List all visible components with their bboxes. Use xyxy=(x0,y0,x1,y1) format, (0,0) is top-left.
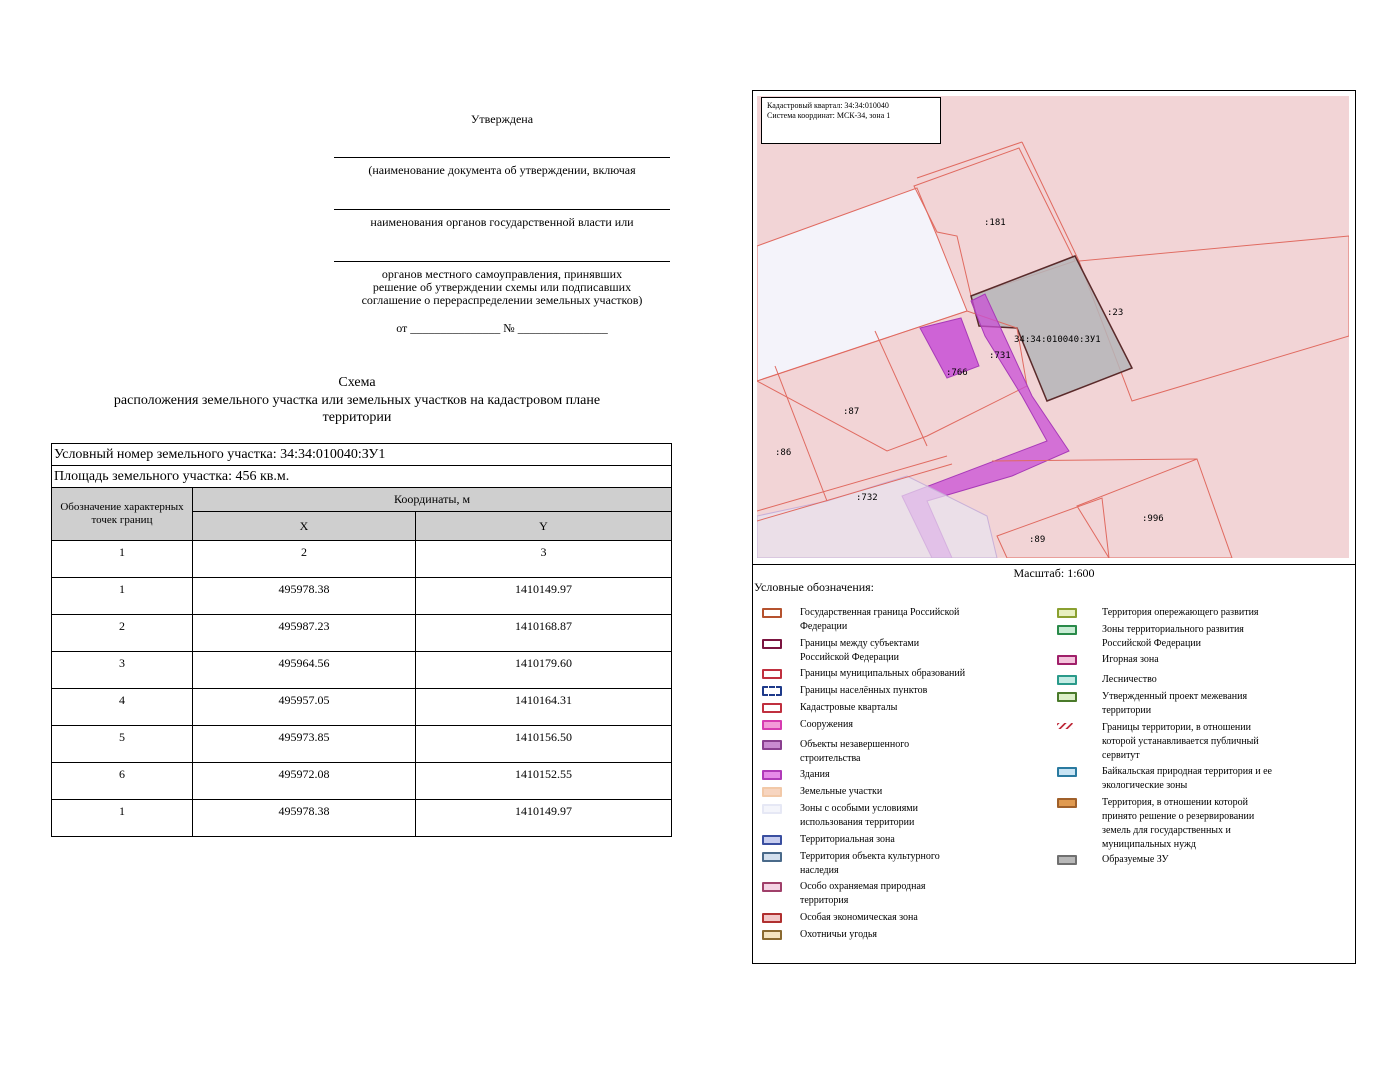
map-label-766: :766 xyxy=(946,368,968,378)
coordinate-system-label: Система координат: МСК-34, зона 1 xyxy=(767,111,891,120)
legend-item-label: Границы между субъектами Российской Федерации xyxy=(800,638,920,663)
point-cell: 5 xyxy=(52,726,193,763)
legend-swatch-icon xyxy=(762,740,782,750)
approval-caption-5: соглашение о перераспределении земельных участков) xyxy=(361,293,643,307)
points-column-header: Обозначение характерных точек границ xyxy=(52,488,193,541)
schema-subtitle-2: территории xyxy=(322,410,392,425)
legend-item-label: Образуемые ЗУ xyxy=(1102,854,1169,865)
legend-item-label: Земельные участки xyxy=(800,786,883,797)
table-index-row xyxy=(52,541,672,578)
approval-blank-line-2 xyxy=(334,209,670,210)
legend-item-label: Кадастровые кварталы xyxy=(800,702,898,713)
legend-swatch-icon xyxy=(762,608,782,618)
coordinates-column-header: Координаты, м xyxy=(193,488,672,512)
map-scale: Масштаб: 1:600 xyxy=(1013,566,1095,580)
legend-item-label: Территория опережающего развития xyxy=(1102,607,1259,618)
point-cell: 1 xyxy=(52,578,193,615)
legend-swatch-icon xyxy=(1057,692,1077,702)
cadastral-map-svg xyxy=(757,96,1349,558)
approval-date-number-line: от _______________ № _______________ xyxy=(396,321,608,335)
legend-item-label: Территория объекта культурного наследия xyxy=(800,851,940,876)
map-label-181: :181 xyxy=(984,218,1006,228)
legend-item-label: Зоны территориального развития Российской Федерации xyxy=(1102,624,1244,649)
parcel-number: Условный номер земельного участка: 34:34:010040:ЗУ1 xyxy=(52,444,672,466)
legend-item-label: Сооружения xyxy=(800,719,853,730)
legend-swatch-icon xyxy=(762,669,782,679)
map-label-996: :996 xyxy=(1142,514,1164,524)
legend-swatch-icon xyxy=(762,882,782,892)
legend-swatch-icon xyxy=(762,913,782,923)
legend-item-label: Утвержденный проект межевания территории xyxy=(1102,691,1248,716)
approval-blank-line-1 xyxy=(334,157,670,158)
y-cell: 1410179.60 xyxy=(416,652,672,689)
y-cell: 1410149.97 xyxy=(416,578,672,615)
legend-swatch-icon xyxy=(762,770,782,780)
legend-swatch-icon xyxy=(762,703,782,713)
legend-item-label: Здания xyxy=(800,769,830,780)
cadastral-quarter-label: Кадастровый квартал: 34:34:010040 xyxy=(767,101,889,110)
legend-item-label: Лесничество xyxy=(1102,674,1157,685)
legend-swatch-icon xyxy=(1057,723,1073,729)
y-cell: 1410168.87 xyxy=(416,615,672,652)
table-row xyxy=(52,615,672,652)
legend-swatch-icon xyxy=(762,930,782,940)
map-label-87: :87 xyxy=(843,407,860,417)
schema-subtitle: расположения земельного участка или земельных участков на кадастровом плане xyxy=(113,393,601,408)
approval-caption-2: наименования органов государственной власти или xyxy=(370,215,634,229)
table-row xyxy=(52,726,672,763)
legend-item-label: Охотничьи угодья xyxy=(800,929,878,940)
table-cell: 3 xyxy=(416,541,672,578)
x-cell: 495978.38 xyxy=(193,578,416,615)
legend-item-label: Зоны с особыми условиями использования территории xyxy=(800,803,918,828)
legend-item-label: Игорная зона xyxy=(1102,654,1159,665)
legend-swatch-icon xyxy=(762,686,782,696)
map-label-86: :86 xyxy=(775,448,792,458)
legend-swatch-icon xyxy=(762,804,782,814)
table-row xyxy=(52,578,672,615)
x-cell: 495957.05 xyxy=(193,689,416,726)
legend-swatch-icon xyxy=(1057,608,1077,618)
legend-swatch-icon xyxy=(1057,767,1077,777)
cadastral-map xyxy=(757,96,1349,558)
x-cell: 495973.85 xyxy=(193,726,416,763)
legend-item-label: Границы муниципальных образований xyxy=(800,668,966,679)
point-cell: 2 xyxy=(52,615,193,652)
legend-swatch-icon xyxy=(762,639,782,649)
approval-caption-4: решение об утверждении схемы или подписавших xyxy=(372,280,632,294)
y-cell: 1410152.55 xyxy=(416,763,672,800)
table-row xyxy=(52,652,672,689)
legend-swatch-icon xyxy=(762,787,782,797)
approval-caption-3: органов местного самоуправления, принявших xyxy=(381,267,623,281)
legend-swatch-icon xyxy=(1057,675,1077,685)
legend-item-label: Особо охраняемая природная территория xyxy=(800,881,926,906)
parcel-area: Площадь земельного участка: 456 кв.м. xyxy=(52,466,672,488)
legend-item-label: Байкальская природная территория и ее экологические зоны xyxy=(1102,766,1272,791)
point-cell: 1 xyxy=(52,800,193,837)
point-cell: 4 xyxy=(52,689,193,726)
map-label-731: :731 xyxy=(989,351,1011,361)
y-cell: 1410149.97 xyxy=(416,800,672,837)
legend-swatch-icon xyxy=(1057,625,1077,635)
map-legend-divider xyxy=(752,564,1356,565)
point-cell: 6 xyxy=(52,763,193,800)
x-column-header: X xyxy=(193,512,416,541)
legend-item-label: Границы территории, в отношении которой устанавливается публичный сервитут xyxy=(1102,722,1259,761)
approval-title: Утверждена xyxy=(470,112,534,126)
y-cell: 1410156.50 xyxy=(416,726,672,763)
map-label-732: :732 xyxy=(856,493,878,503)
map-info-box xyxy=(761,97,941,144)
x-cell: 495964.56 xyxy=(193,652,416,689)
legend-swatch-icon xyxy=(1057,855,1077,865)
legend-swatch-icon xyxy=(762,720,782,730)
table-row xyxy=(52,800,672,837)
map-label-23: :23 xyxy=(1107,308,1124,318)
x-cell: 495972.08 xyxy=(193,763,416,800)
legend-swatch-icon xyxy=(762,852,782,862)
approval-blank-line-3 xyxy=(334,261,670,262)
table-cell: 2 xyxy=(193,541,416,578)
y-column-header: Y xyxy=(416,512,672,541)
legend-item-label: Государственная граница Российской Федерации xyxy=(800,607,960,632)
table-cell: 1 xyxy=(52,541,193,578)
legend-item-label: Объекты незавершенного строительства xyxy=(800,739,910,764)
schema-title: Схема xyxy=(338,375,376,390)
x-cell: 495987.23 xyxy=(193,615,416,652)
table-row xyxy=(52,763,672,800)
legend-title: Условные обозначения: xyxy=(754,580,875,594)
coordinates-table xyxy=(51,443,672,837)
legend-item-label: Границы населённых пунктов xyxy=(800,685,928,696)
point-cell: 3 xyxy=(52,652,193,689)
legend-item-label: Территориальная зона xyxy=(800,834,895,845)
legend-item-label: Особая экономическая зона xyxy=(800,912,918,923)
x-cell: 495978.38 xyxy=(193,800,416,837)
table-row xyxy=(52,689,672,726)
legend-swatch-icon xyxy=(1057,655,1077,665)
y-cell: 1410164.31 xyxy=(416,689,672,726)
legend-swatch-icon xyxy=(1057,798,1077,808)
map-label-zu1: 34:34:010040:ЗУ1 xyxy=(1014,335,1101,345)
legend-swatch-icon xyxy=(762,835,782,845)
approval-caption-1: (наименование документа об утверждении, включая xyxy=(368,163,636,177)
legend-item-label: Территория, в отношении которой принято решение о резервировании земель для государственных и муниципальных нужд xyxy=(1102,797,1255,850)
map-label-89: :89 xyxy=(1029,535,1046,545)
